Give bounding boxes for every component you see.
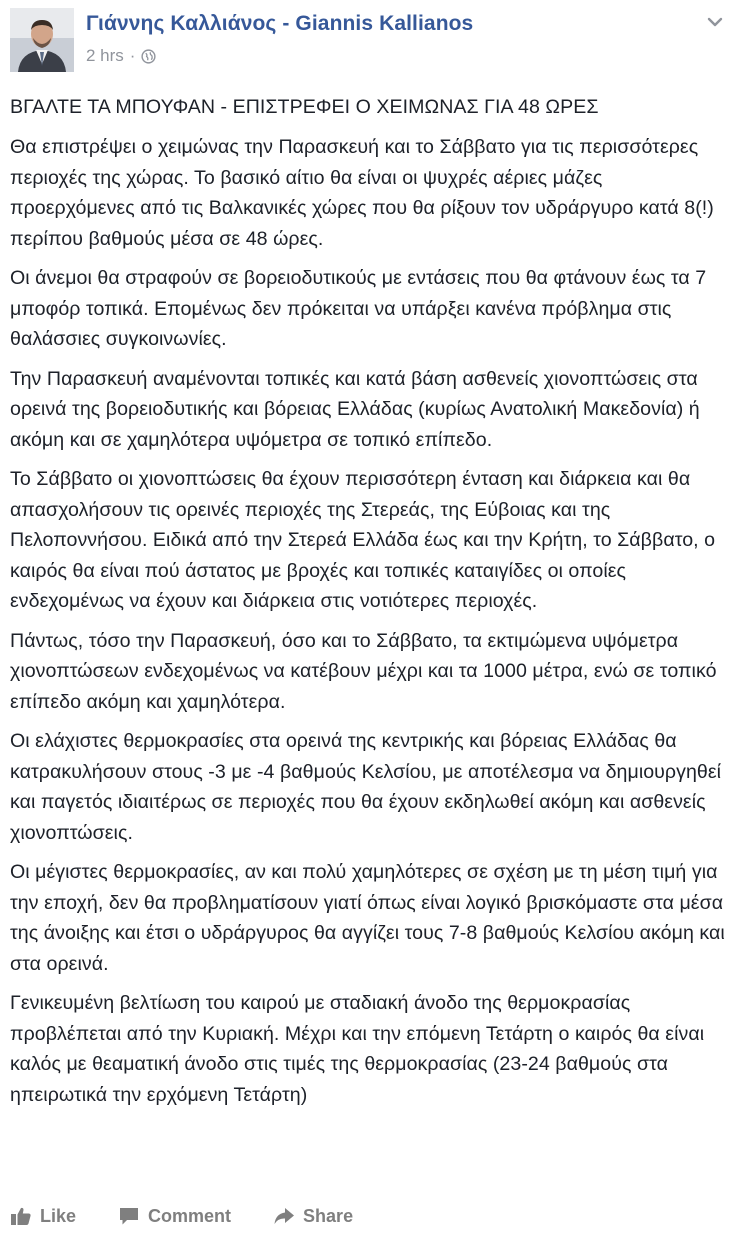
post-paragraph: Οι άνεμοι θα στραφούν σε βορειοδυτικούς με εντάσεις που θα φτάνουν έως τα 7 μποφόρ τοπικά. Επομένως δεν πρόκειται να υπάρξει κανένα πρόβλημα στις θαλάσσιες συγκοινωνίες. — [10, 267, 707, 350]
post-header — [10, 8, 725, 72]
comment-label: Comment — [148, 1205, 232, 1226]
post-body — [10, 94, 725, 1119]
post-paragraph: Οι μέγιστες θερμοκρασίες, αν και πολύ χαμηλότερες σε σχέση με τη μέση τιμή για την εποχή, δεν θα προβληματίσουν γιατί όπως είναι λογικό βρισκόμαστε στα μέσα της άνοιξης και έτσι ο υδράργυρος θα αγγίζει τους 7-8 βαθμούς Κελσίου ακόμη και στα ορεινά. — [10, 861, 725, 975]
share-button[interactable] — [273, 1205, 353, 1227]
post-meta — [86, 46, 156, 66]
avatar-image — [10, 8, 74, 72]
post-paragraph: Θα επιστρέψει ο χειμώνας την Παρασκευή και το Σάββατο για τις περισσότερες περιοχές της χώρας. Το βασικό αίτιο θα είναι οι ψυχρές αέριες μάζες προερχόμενες από τις Βαλκανικές χώρες που θα ρίξουν τον υδράργυρο κατά 8(!) περίπου βαθμούς μέσα σε 48 ώρες. — [10, 136, 714, 250]
chevron-down-icon[interactable] — [705, 12, 725, 32]
comment-button[interactable] — [118, 1205, 231, 1227]
like-button[interactable] — [10, 1205, 76, 1227]
post-timestamp[interactable]: 2 hrs — [86, 46, 124, 65]
post-paragraph: Πάντως, τόσο την Παρασκευή, όσο και το Σάββατο, τα εκτιμώμενα υψόμετρα χιονοπτώσεων ενδεχομένως να κατέβουν μέχρι και τα 1000 μέτρα, ενώ σε τοπικό επίπεδο ακόμη και χαμηλότερα. — [10, 629, 717, 713]
post-headline: ΒΓΑΛΤΕ ΤΑ ΜΠΟΥΦΑΝ - ΕΠΙΣΤΡΕΦΕΙ Ο ΧΕΙΜΩΝΑΣ ΓΙΑ 48 ΩΡΕΣ — [10, 96, 599, 118]
like-label: Like — [40, 1205, 77, 1226]
meta-separator: · — [129, 46, 136, 65]
post-paragraph: Το Σάββατο οι χιονοπτώσεις θα έχουν περισσότερη ένταση και διάρκεια και θα απασχολήσουν τις ορεινές περιοχές της Στερεάς, της Εύβοιας και της Πελοποννήσου. Ειδικά από την Στερεά Ελλάδα έως και την Κρήτη, το Σάββατο, ο καιρός θα είναι πού άστατος με βροχές και τοπικές καταιγίδες οι οποίες ενδεχομένως να έχουν και διάρκεια στις νοτιότερες περιοχές. — [10, 468, 716, 612]
post-paragraph: Την Παρασκευή αναμένονται τοπικές και κατά βάση ασθενείς χιονοπτώσεις στα ορεινά της βορειοδυτικής και βόρειας Ελλάδας (κυρίως Ανατολική Μακεδονία) ή ακόμη και σε χαμηλότερα υψόμετρα σε τοπικό επίπεδο. — [10, 367, 700, 451]
globe-icon[interactable] — [141, 49, 156, 64]
post-paragraph: Γενικευμένη βελτίωση του καιρού με σταδιακή άνοδο της θερμοκρασίας προβλέπεται από την Κυριακή. Μέχρι και την επόμενη Τετάρτη ο καιρός θα είναι καλός με θεαματική άνοδο στις τιμές της θερμοκρασίας (23-24 βαθμούς στα ηπειρωτικά την ερχόμενη Τετάρτη) — [10, 992, 705, 1106]
post-paragraph: Οι ελάχιστες θερμοκρασίες στα ορεινά της κεντρικής και βόρειας Ελλάδας θα κατρακυλήσουν στους -3 με -4 βαθμούς Κελσίου, με αποτέλεσμα να δημιουργηθεί και παγετός ιδιαιτέρως σε περιοχές που θα έχουν εκδηλωθεί ακόμη και ασθενείς χιονοπτώσεις. — [10, 730, 722, 844]
share-label: Share — [303, 1205, 354, 1226]
author-name[interactable]: Γιάννης Καλλιάνος - Giannis Kallianos — [86, 12, 474, 35]
comment-icon — [118, 1205, 140, 1227]
share-arrow-icon — [273, 1205, 295, 1227]
thumbs-up-icon — [10, 1205, 32, 1227]
post-actions-bar — [10, 1196, 725, 1236]
author-avatar[interactable] — [10, 8, 74, 72]
